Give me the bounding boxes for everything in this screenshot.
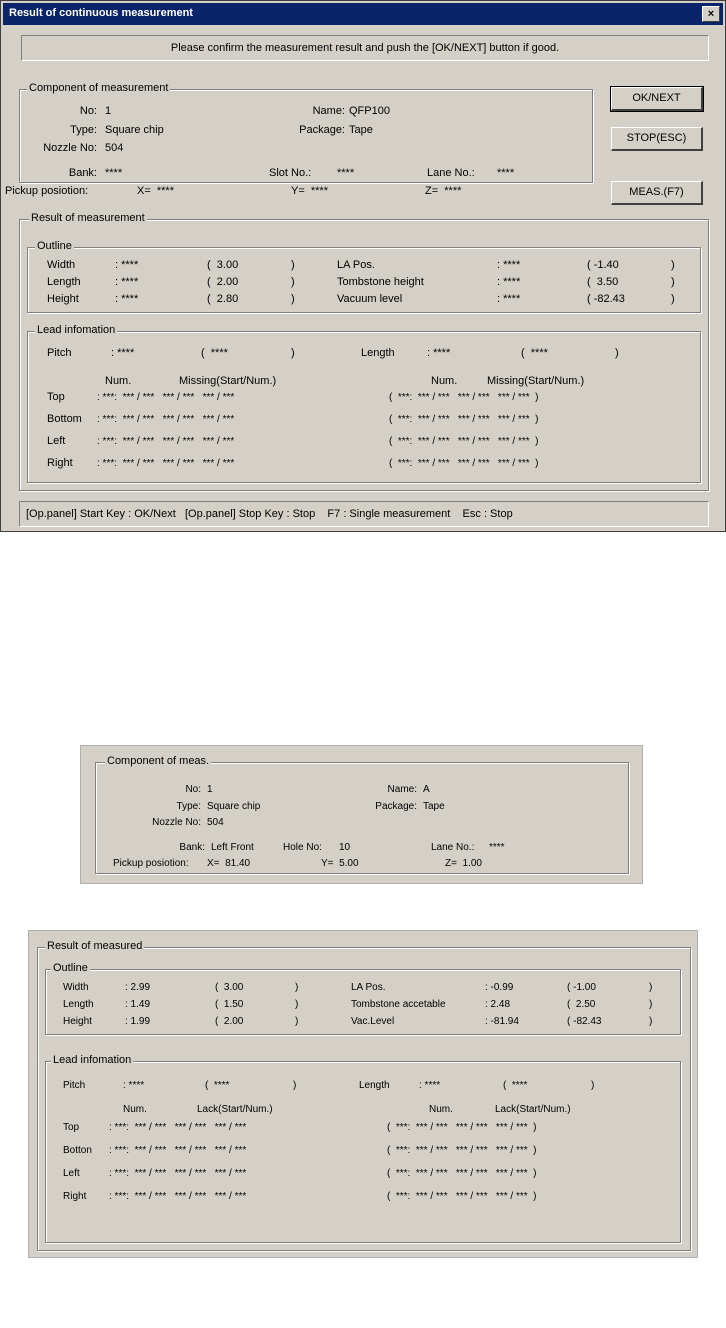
p2-package-value: Tape	[423, 801, 445, 812]
instruction-box	[21, 35, 709, 61]
lead-pitch-close: )	[291, 347, 295, 359]
lead-top-label: Top	[47, 391, 65, 403]
pickup-x-value: X= ****	[137, 185, 174, 197]
lead-group-label: Lead infomation	[37, 324, 116, 336]
lead-missing-header-ref: Missing(Start/Num.)	[487, 375, 585, 387]
p3-lapos-ref: ( -1.00	[567, 982, 596, 993]
p3-outline-label: Outline	[53, 962, 88, 974]
stop-esc-button[interactable]: STOP(ESC)	[611, 127, 703, 151]
p2-pickup-y: Y= 5.00	[321, 858, 359, 869]
component-group-label: Component of measurement	[29, 82, 169, 94]
p3-lapos-close: )	[649, 982, 653, 993]
p3-height-label: Height	[63, 1016, 92, 1027]
p3-length-lead-ref: ( ****	[503, 1080, 528, 1091]
lead-right-values: : ***: *** / *** *** / *** *** / ***	[97, 458, 235, 469]
status-bar-text: [Op.panel] Start Key : OK/Next [Op.panel] Stop Key : Stop F7 : Single measurement Esc : Stop	[26, 508, 513, 520]
outline-lapos-value: : ****	[497, 259, 521, 271]
lead-pitch-value: : ****	[111, 347, 135, 359]
p3-tombstone-label: Tombstone accetable	[351, 999, 446, 1010]
lead-left-label: Left	[47, 435, 66, 447]
component-slot-label: Slot No.:	[269, 167, 312, 179]
component-bank-value: ****	[105, 167, 123, 179]
p3-botton-ref: ( ***: *** / *** *** / *** *** / *** )	[387, 1145, 537, 1156]
p2-nozzle-label: Nozzle No:	[152, 817, 201, 828]
lead-length-value: : ****	[427, 347, 451, 359]
component-name-label: Name:	[312, 105, 345, 117]
outline-tombstone-ref: ( 3.50	[587, 276, 619, 288]
lead-top-ref: ( ***: *** / *** *** / *** *** / *** )	[389, 392, 539, 403]
outline-lapos-close: )	[671, 259, 675, 271]
result-of-measured-label: Result of measured	[47, 940, 143, 952]
p3-width-label: Width	[63, 982, 89, 993]
outline-width-label: Width	[47, 259, 76, 271]
p3-vac-ref: ( -82.43	[567, 1016, 602, 1027]
p3-pitch-ref: ( ****	[205, 1080, 230, 1091]
outline-vacuum-close: )	[671, 293, 675, 305]
lead-top-values: : ***: *** / *** *** / *** *** / ***	[97, 392, 235, 403]
p3-lack-header: Lack(Start/Num.)	[197, 1104, 273, 1115]
p2-no-label: No:	[185, 784, 201, 795]
p3-width-value: : 2.99	[125, 982, 151, 993]
p3-num-header: Num.	[123, 1104, 147, 1115]
p3-pitch-close: )	[293, 1080, 297, 1091]
lead-num-header-ref: Num.	[431, 375, 458, 387]
component-of-meas-panel	[80, 745, 643, 884]
p2-name-value: A	[423, 784, 430, 795]
component-lane-value: ****	[497, 167, 515, 179]
p3-tombstone-ref: ( 2.50	[567, 999, 596, 1010]
p3-lack-header-ref: Lack(Start/Num.)	[495, 1104, 571, 1115]
p2-bank-label: Bank:	[179, 842, 205, 853]
lead-pitch-ref: ( ****	[201, 347, 228, 359]
p3-vac-value: : -81.94	[485, 1016, 519, 1027]
p2-type-label: Type:	[176, 801, 201, 812]
lead-pitch-label: Pitch	[47, 347, 72, 359]
outline-height-ref: ( 2.80	[207, 293, 239, 305]
p2-nozzle-value: 504	[207, 817, 224, 828]
component-type-label: Type:	[70, 124, 97, 136]
component-package-label: Package:	[299, 124, 345, 136]
component-bank-label: Bank:	[68, 167, 97, 179]
lead-length-ref: ( ****	[521, 347, 548, 359]
pickup-y-value: Y= ****	[291, 185, 328, 197]
p3-vac-close: )	[649, 1016, 653, 1027]
outline-lapos-label: LA Pos.	[337, 259, 375, 271]
outline-length-ref: ( 2.00	[207, 276, 239, 288]
p3-tombstone-value: : 2.48	[485, 999, 511, 1010]
measurement-result-dialog	[0, 0, 726, 532]
p3-lapos-label: LA Pos.	[351, 982, 386, 993]
p3-length-lead-label: Length	[359, 1080, 390, 1091]
result-group-label: Result of measurement	[31, 212, 145, 224]
p3-tombstone-close: )	[649, 999, 653, 1010]
component-package-value: Tape	[349, 124, 373, 136]
lead-num-header: Num.	[105, 375, 132, 387]
lead-left-ref: ( ***: *** / *** *** / *** *** / *** )	[389, 436, 539, 447]
close-icon[interactable]: ×	[702, 6, 720, 22]
p3-right-values: : ***: *** / *** *** / *** *** / ***	[109, 1191, 247, 1202]
outline-lapos-ref: ( -1.40	[587, 259, 619, 271]
lead-left-values: : ***: *** / *** *** / *** *** / ***	[97, 436, 235, 447]
component-name-value: QFP100	[349, 105, 390, 117]
p3-num-header-ref: Num.	[429, 1104, 453, 1115]
p3-top-values: : ***: *** / *** *** / *** *** / ***	[109, 1122, 247, 1133]
outline-height-value: : ****	[115, 293, 139, 305]
p3-top-label: Top	[63, 1122, 80, 1133]
outline-length-close: )	[291, 276, 295, 288]
p3-height-value: : 1.99	[125, 1016, 151, 1027]
lead-right-label: Right	[47, 457, 73, 469]
outline-width-close: )	[291, 259, 295, 271]
p3-top-ref: ( ***: *** / *** *** / *** *** / *** )	[387, 1122, 537, 1133]
p2-lane-label: Lane No.:	[431, 842, 475, 853]
p3-length-lead-close: )	[591, 1080, 595, 1091]
component-pickup-label: Pickup posiotion:	[5, 185, 89, 197]
p3-botton-values: : ***: *** / *** *** / *** *** / ***	[109, 1145, 247, 1156]
outline-tombstone-label: Tombstone height	[337, 276, 424, 288]
component-of-meas-label: Component of meas.	[107, 755, 210, 767]
p2-package-label: Package:	[375, 801, 417, 812]
component-no-label: No:	[79, 105, 97, 117]
outline-height-close: )	[291, 293, 295, 305]
p3-botton-label: Botton	[63, 1145, 92, 1156]
p3-left-label: Left	[63, 1168, 80, 1179]
title-bar[interactable]	[3, 3, 723, 25]
p2-no-value: 1	[207, 784, 213, 795]
p2-type-value: Square chip	[207, 801, 261, 812]
p2-pickup-z: Z= 1.00	[445, 858, 482, 869]
instruction-message: Please confirm the measurement result and push the [OK/NEXT] button if good.	[170, 42, 560, 54]
p3-height-close: )	[295, 1016, 299, 1027]
p2-hole-value: 10	[339, 842, 351, 853]
p3-vac-label: Vac.Level	[351, 1016, 395, 1027]
lead-right-ref: ( ***: *** / *** *** / *** *** / *** )	[389, 458, 539, 469]
p3-width-ref: ( 3.00	[215, 982, 244, 993]
status-bar	[19, 501, 709, 527]
lead-bottom-ref: ( ***: *** / *** *** / *** *** / *** )	[389, 414, 539, 425]
p3-right-ref: ( ***: *** / *** *** / *** *** / *** )	[387, 1191, 537, 1202]
p3-length-lead-value: : ****	[419, 1080, 441, 1091]
p3-pitch-label: Pitch	[63, 1080, 86, 1091]
outline-tombstone-value: : ****	[497, 276, 521, 288]
p3-left-ref: ( ***: *** / *** *** / *** *** / *** )	[387, 1168, 537, 1179]
lead-bottom-label: Bottom	[47, 413, 82, 425]
dialog-title: Result of continuous measurement	[9, 7, 193, 19]
ok-next-button[interactable]: OK/NEXT	[611, 87, 703, 111]
outline-width-ref: ( 3.00	[207, 259, 239, 271]
outline-vacuum-ref: ( -82.43	[587, 293, 625, 305]
p3-lapos-value: : -0.99	[485, 982, 514, 993]
p2-pickup-x: X= 81.40	[207, 858, 251, 869]
lead-length-close: )	[615, 347, 619, 359]
outline-tombstone-close: )	[671, 276, 675, 288]
p2-bank-value: Left Front	[211, 842, 254, 853]
p2-name-label: Name:	[387, 784, 417, 795]
outline-length-label: Length	[47, 276, 81, 288]
component-type-value: Square chip	[105, 124, 164, 136]
outline-length-value: : ****	[115, 276, 139, 288]
p3-right-label: Right	[63, 1191, 87, 1202]
p3-pitch-value: : ****	[123, 1080, 145, 1091]
p3-width-close: )	[295, 982, 299, 993]
p2-pickup-label: Pickup posiotion:	[113, 858, 189, 869]
p2-lane-value: ****	[489, 842, 505, 853]
component-no-value: 1	[105, 105, 112, 117]
outline-width-value: : ****	[115, 259, 139, 271]
p3-length-label: Length	[63, 999, 94, 1010]
lead-bottom-values: : ***: *** / *** *** / *** *** / ***	[97, 414, 235, 425]
lead-length-label: Length	[361, 347, 395, 359]
p3-length-value: : 1.49	[125, 999, 151, 1010]
meas-f7-button[interactable]: MEAS.(F7)	[611, 181, 703, 205]
result-of-measured-panel	[28, 930, 698, 1258]
outline-vacuum-value: : ****	[497, 293, 521, 305]
outline-vacuum-label: Vacuum level	[337, 293, 403, 305]
lead-missing-header: Missing(Start/Num.)	[179, 375, 277, 387]
outline-height-label: Height	[47, 293, 79, 305]
component-lane-label: Lane No.:	[427, 167, 475, 179]
component-nozzle-value: 504	[105, 142, 124, 154]
p3-length-ref: ( 1.50	[215, 999, 244, 1010]
p2-hole-label: Hole No:	[283, 842, 322, 853]
p3-length-close: )	[295, 999, 299, 1010]
p3-height-ref: ( 2.00	[215, 1016, 244, 1027]
component-nozzle-label: Nozzle No:	[43, 142, 97, 154]
outline-group-label: Outline	[37, 240, 72, 252]
p3-left-values: : ***: *** / *** *** / *** *** / ***	[109, 1168, 247, 1179]
component-slot-value: ****	[337, 167, 355, 179]
p3-lead-label: Lead infomation	[53, 1054, 132, 1066]
pickup-z-value: Z= ****	[425, 185, 462, 197]
